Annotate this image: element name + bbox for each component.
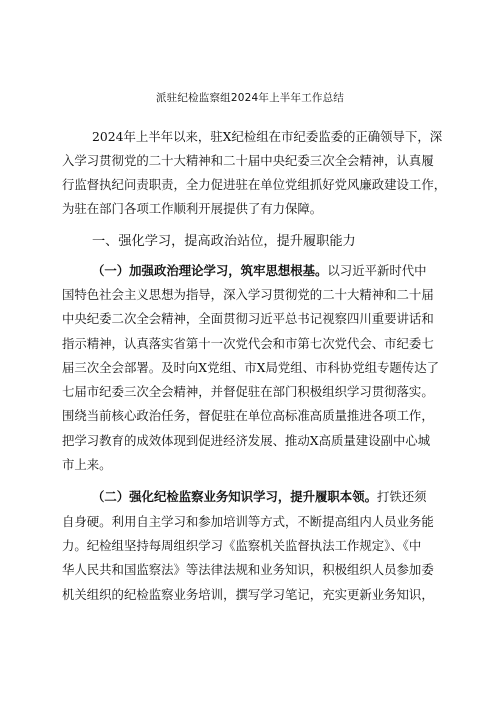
paragraph-line: 围绕当前核心政治任务，督促驻在单位高标准高质量推进各项工作， [62, 408, 434, 423]
paragraph-line: 力。纪检组坚持每周组织学习《监察机关监督执法工作规定》、《中 [62, 538, 422, 553]
subsection-title: （二）强化纪检监察业务知识学习，提升履职本领。 [92, 489, 377, 504]
document-title: 派驻纪检监察组2024年上半年工作总结 [155, 92, 345, 104]
intro-line: 为驻在部门各项工作顺利开展提供了有力保障。 [62, 201, 323, 216]
paragraph-line: 自身硬。利用自主学习和参加培训等方式，不断提高组内人员业务能 [62, 514, 434, 529]
paragraph-text: 打铁还须 [376, 489, 427, 504]
intro-line: 2024年上半年以来，驻X纪检组在市纪委监委的正确领导下，深 [92, 129, 443, 144]
paragraph-line: 市上来。 [62, 457, 112, 472]
section-heading: 一、强化学习，提高政治站位，提升履职能力 [92, 234, 356, 249]
paragraph-line: 把学习教育的成效体现到促进经济发展、推动X高质量建设副中心城 [62, 433, 431, 448]
paragraph-line: 中央纪委二次全会精神，全面贯彻习近平总书记视察四川重要讲话和 [62, 311, 434, 326]
paragraph-text: 以习近平新时代中 [327, 263, 427, 278]
subsection-first-line [92, 487, 427, 505]
paragraph-line: 届三次全会部署。及时向X党组、市X局党组、市科协党组专题传达了 [62, 360, 439, 375]
subsection-title: （一）加强政治理论学习，筑牢思想根基。 [92, 263, 328, 278]
subsection-first-line [92, 261, 427, 279]
paragraph-line: 机关组织的纪检监察业务培训，撰写学习笔记，充实更新业务知识， [62, 587, 434, 602]
paragraph-line: 国特色社会主义思想为指导，深入学习贯彻党的二十大精神和二十届 [62, 287, 434, 302]
intro-line: 行监督执纪问责职责，全力促进驻在单位党组抓好党风廉政建设工作， [62, 177, 447, 192]
intro-line: 入学习贯彻党的二十大精神和二十届中央纪委三次全会精神，认真履 [62, 153, 434, 168]
paragraph-line: 指示精神，认真落实省第十一次党代会和市第七次党代会、市纪委七 [62, 336, 434, 351]
paragraph-line: 七届市纪委三次全会精神，并督促驻在部门积极组织学习贯彻落实。 [62, 384, 434, 399]
paragraph-line: 华人民共和国监察法》等法律法规和业务知识，积极组织人员参加委 [62, 562, 434, 577]
